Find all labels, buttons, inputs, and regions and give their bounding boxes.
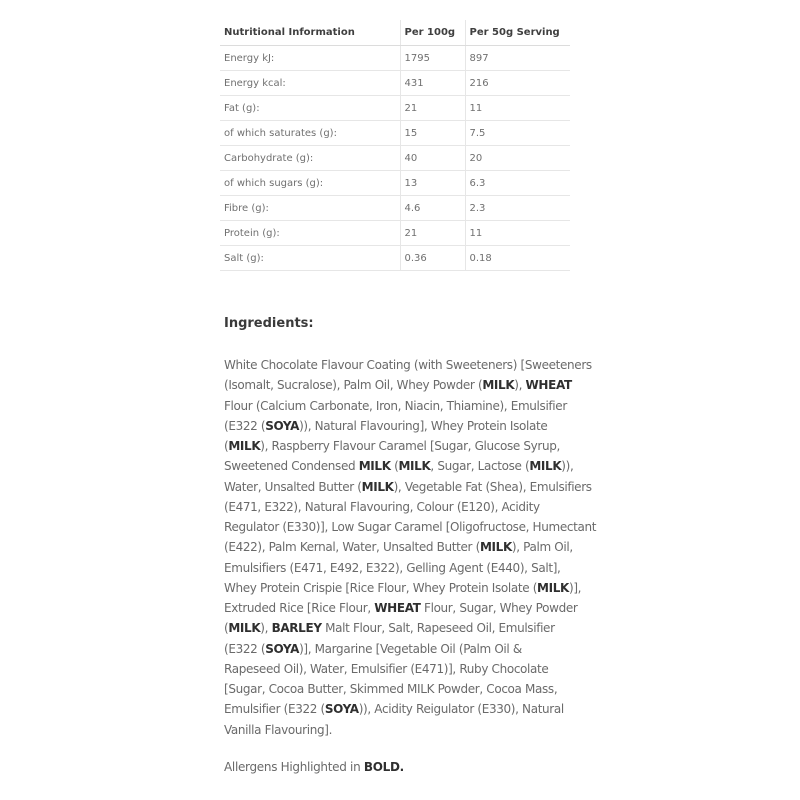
ingredients-segment: )],: [569, 580, 582, 595]
nutrient-name: of which saturates (g):: [220, 121, 400, 146]
nutrition-row: [220, 121, 570, 146]
nutrition-row: [220, 96, 570, 121]
ingredients-line: [224, 639, 584, 659]
nutrition-table-body: [220, 46, 570, 271]
value-per-100g: 13: [400, 171, 465, 196]
ingredients-segment: (: [224, 439, 229, 453]
allergen-highlight: MILK: [358, 459, 391, 474]
ingredients-segment: Emulsifiers (E471, E492, E322), Gelling Agent (E440), Salt],: [224, 560, 561, 575]
ingredients-segment: ),: [514, 378, 526, 393]
ingredients-segment: Flour, Sugar, Whey Powder: [420, 601, 578, 615]
nutrition-row: [220, 196, 570, 221]
nutrient-name: Energy kJ:: [220, 46, 400, 71]
allergens-note-bold: BOLD.: [363, 760, 404, 774]
ingredients-segment: Regulator (E330)], Low Sugar Caramel [Oligofructose, Humectant: [224, 520, 597, 534]
nutrient-name: Fibre (g):: [220, 196, 400, 221]
ingredients-line: [224, 497, 584, 517]
ingredients-segment: (: [390, 459, 399, 474]
ingredients-segment: (E471, E322), Natural Flavouring, Colour (E120), Acidity: [224, 499, 540, 514]
value-per-50g: 11: [465, 96, 570, 121]
ingredients-segment: Flour (Calcium Carbonate, Iron, Niacin, Thiamine), Emulsifier: [224, 398, 567, 413]
ingredients-line: [224, 598, 584, 618]
ingredients-line: [224, 618, 584, 638]
ingredients-line: [224, 679, 584, 699]
nutrient-name: Protein (g):: [220, 221, 400, 246]
ingredients-line: [224, 537, 584, 557]
ingredients-heading: Ingredients:: [224, 316, 314, 331]
ingredients-line: [224, 375, 584, 395]
ingredients-segment: Sweetened Condensed: [224, 459, 359, 474]
ingredients-segment: (Isomalt, Sucralose), Palm Oil, Whey Powder (: [224, 378, 483, 393]
allergen-highlight: MILK: [398, 459, 431, 474]
ingredients-line: [224, 699, 584, 719]
allergen-highlight: MILK: [361, 479, 394, 494]
value-per-100g: 15: [400, 121, 465, 146]
ingredients-line: [224, 396, 584, 416]
nutrition-row: [220, 246, 570, 271]
ingredients-segment: )),: [561, 459, 574, 474]
allergen-highlight: SOYA: [265, 641, 300, 656]
ingredients-text: [224, 355, 597, 740]
value-per-100g: 21: [400, 221, 465, 246]
nutrient-name: Energy kcal:: [220, 71, 400, 96]
ingredients-segment: Whey Protein Crispie [Rice Flour, Whey Protein Isolate (: [224, 580, 538, 595]
ingredients-segment: (: [224, 621, 229, 636]
allergen-highlight: MILK: [479, 540, 512, 555]
ingredients-segment: )), Natural Flavouring], Whey Protein Isolate: [299, 418, 548, 433]
ingredients-segment: ), Palm Oil,: [511, 540, 573, 555]
ingredients-segment: White Chocolate Flavour Coating (with Sweeteners) [Sweeteners: [224, 358, 592, 372]
ingredients-line: [224, 436, 584, 456]
allergen-highlight: MILK: [482, 378, 515, 393]
value-per-50g: 6.3: [465, 171, 570, 196]
nutrition-header-row: [220, 20, 570, 46]
value-per-100g: 21: [400, 96, 465, 121]
ingredients-line: [224, 558, 584, 578]
value-per-50g: 2.3: [465, 196, 570, 221]
ingredients-segment: , Sugar, Lactose (: [430, 459, 530, 474]
ingredients-segment: )], Margarine [Vegetable Oil (Palm Oil &: [299, 641, 522, 656]
nutrient-name: Carbohydrate (g):: [220, 146, 400, 171]
allergens-note: [224, 760, 404, 774]
ingredients-segment: [Sugar, Cocoa Butter, Skimmed MILK Powder, Cocoa Mass,: [224, 682, 558, 696]
header-nutritional-information: Nutritional Information: [220, 20, 400, 46]
ingredients-segment: (E322 (: [224, 418, 266, 433]
value-per-50g: 897: [465, 46, 570, 71]
ingredients-line: [224, 659, 584, 679]
ingredients-segment: (E322 (: [224, 641, 266, 656]
value-per-100g: 4.6: [400, 196, 465, 221]
value-per-50g: 0.18: [465, 246, 570, 271]
ingredients-segment: )), Acidity Reigulator (E330), Natural: [358, 702, 564, 717]
value-per-50g: 216: [465, 71, 570, 96]
ingredients-segment: Malt Flour, Salt, Rapeseed Oil, Emulsifier: [321, 621, 555, 636]
ingredients-segment: (E422), Palm Kernal, Water, Unsalted Butter (: [224, 540, 480, 555]
value-per-50g: 11: [465, 221, 570, 246]
header-per-100g: Per 100g: [400, 20, 465, 46]
nutrition-row: [220, 171, 570, 196]
ingredients-line: [224, 355, 592, 375]
allergen-highlight: MILK: [228, 621, 261, 636]
allergen-highlight: WHEAT: [525, 378, 572, 393]
nutrient-name: Fat (g):: [220, 96, 400, 121]
ingredients-segment: Vanilla Flavouring].: [224, 722, 333, 737]
allergens-note-text: Allergens Highlighted in: [224, 760, 364, 774]
allergen-highlight: BARLEY: [271, 621, 322, 636]
nutrition-row: [220, 71, 570, 96]
value-per-50g: 20: [465, 146, 570, 171]
value-per-100g: 431: [400, 71, 465, 96]
header-per-50g-serving: Per 50g Serving: [465, 20, 570, 46]
nutrient-name: of which sugars (g):: [220, 171, 400, 196]
ingredients-segment: ), Vegetable Fat (Shea), Emulsifiers: [393, 479, 592, 494]
ingredients-segment: Rapeseed Oil), Water, Emulsifier (E471)], Ruby Chocolate: [224, 661, 549, 676]
value-per-100g: 1795: [400, 46, 465, 71]
ingredients-line: [224, 720, 584, 740]
ingredients-segment: ),: [260, 621, 272, 636]
ingredients-segment: Extruded Rice [Rice Flour,: [224, 601, 375, 615]
value-per-100g: 0.36: [400, 246, 465, 271]
allergen-highlight: MILK: [228, 439, 261, 453]
ingredients-line: [224, 416, 584, 436]
allergen-highlight: SOYA: [265, 418, 300, 433]
nutrition-table: [220, 20, 570, 271]
value-per-50g: 7.5: [465, 121, 570, 146]
ingredients-segment: Water, Unsalted Butter (: [224, 479, 362, 494]
nutrition-row: [220, 46, 570, 71]
allergen-highlight: SOYA: [324, 702, 359, 717]
ingredients-line: [224, 456, 584, 476]
ingredients-line: [224, 517, 597, 537]
nutrition-row: [220, 146, 570, 171]
allergen-highlight: MILK: [529, 459, 562, 474]
value-per-100g: 40: [400, 146, 465, 171]
ingredients-line: [224, 578, 584, 598]
ingredients-segment: ), Raspberry Flavour Caramel [Sugar, Glucose Syrup,: [260, 439, 561, 453]
allergen-highlight: MILK: [537, 580, 569, 595]
ingredients-line: [224, 477, 592, 497]
nutrition-row: [220, 221, 570, 246]
nutrient-name: Salt (g):: [220, 246, 400, 271]
allergen-highlight: WHEAT: [374, 601, 421, 615]
ingredients-segment: Emulsifier (E322 (: [224, 702, 325, 717]
